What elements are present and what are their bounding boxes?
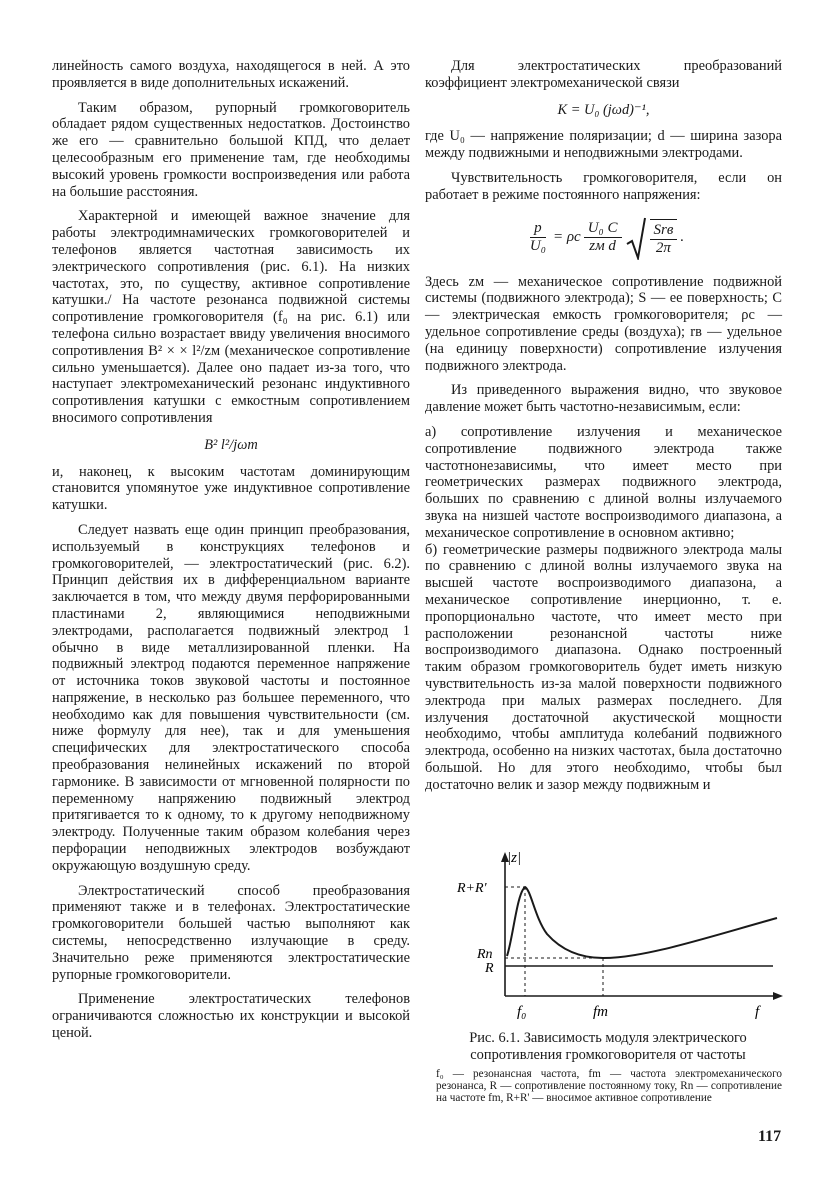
impedance-curve (507, 887, 777, 958)
radical-sign-icon (625, 216, 647, 260)
paragraph: Применение электростатических телефонов ограничиваются сложностью их конструкции и высокой ценой. (52, 991, 410, 1042)
impedance-graph (455, 848, 785, 1028)
paragraph: и, наконец, к высоким частотам доминирующим становится упомянутое уже индуктивное сопротивление катушки. (52, 463, 410, 514)
formula-inline: B² l²/jωm (204, 436, 258, 453)
paragraph: Чувствительность громкоговорителя, если он работает в режиме постоянного напряжения: (425, 169, 782, 203)
label-fm: fm (593, 1004, 608, 1020)
y-axis-label: |z| (507, 850, 522, 866)
square-root (625, 216, 681, 260)
paragraph: Таким образом, рупорный громкоговоритель обладает рядом существенных недостатков. Достоинство же его — сравнительно большой КПД, что делает целесообразным его применение там, где необходимы высокий уровень громкости воспроизведения или работа на большие расстояния. (52, 99, 410, 200)
paragraph: Электростатический способ преобразования применяют также и в телефонах. Электростатические громкоговорители большей частью выполняют как системы, непосредственно излучающие в среду. Значительно реже применяются электростатические рупорные громкоговорители. (52, 882, 410, 983)
label-r: R (485, 961, 494, 976)
formula-coupling: K = U₀ (jωd)⁻¹, (557, 101, 650, 118)
paragraph: Следует назвать еще один принцип преобразования, используемый в конструкциях телефонов и громкоговорителей, — электростатический (рис. 6.2). Принцип действия их в дифференциальном варианте заключается в том, что между двумя перфорированными пластинами 2, являющимися неподвижными электродами, располагается подвижный электрод 1 обычно в виде металлизированной пленки. На подвижный электрод подаются переменное напряжение от источника токов звуковой частоты и постоянное напряжение, в несколько раз большее переменного, что необходимо как для повышения чувствительности (см. ниже формулу для нее), так и для уменьшения специфических для электростатического способа преобразования нелинейных искажений по второй гармонике. В зависимости от мгновенной полярности по переменному напряжению подвижный электрод притягивается то к одному, то к другому неподвижному электроду. Полученные таким образом колебания через перфорации неподвижных электродов возбуждают окружающую воздушную среду. (52, 521, 410, 874)
fraction-denominator: U₀ (529, 238, 546, 255)
fraction-numerator: U₀ C (584, 220, 622, 238)
page-number: 117 (758, 1128, 782, 1145)
fraction-denominator: zм d (589, 238, 616, 255)
fraction-numerator: p (530, 220, 546, 238)
list-item: а) сопротивление излучения и механическое сопротивление подвижного электрода также частотнонезависимы, что имеет место при геометрических размерах подвижного электрода, больших по сравнению с длиной волны излучаемого звука на низшей частоте воспроизводимого диапазона, а механическое сопротивление в основном активно; (425, 423, 782, 541)
label-f0: f₀ (517, 1004, 527, 1020)
paragraph: Характерной и имеющей важное значение для работы электродимнамических громкоговорителей и телефонов является частотная зависимость их электрического сопротивления (рис. 6.1). На низких частотах, это, по существу, активное сопротивление катушки./ На частоте резонанса подвижной системы сопротивление громкоговорителя (f₀ на рис. 6.1) или телефона сильно возрастает ввиду увеличения вносимого сопротивления B² × × l²/zм (механическое сопротивление сильно уменьшается). Далее оно падает из-за того, что наступает электромеханический резонанс индуктивного сопротивления катушки с емкостным сопротивлением вносимого сопротивления (52, 208, 410, 426)
paragraph: линейность самого воздуха, находящегося в ней. А это проявляется в виде дополнительных искажений. (52, 58, 410, 91)
formula-sensitivity (425, 216, 782, 260)
label-peak: R+R' (457, 881, 487, 896)
label-rn: Rn (477, 947, 493, 962)
paragraph: где U₀ — напряжение поляризации; d — ширина зазора между подвижными и неподвижными электродами. (425, 128, 782, 162)
fraction-mid (584, 220, 622, 255)
paragraph: Здесь zм — механическое сопротивление подвижной системы (подвижного электрода); S — ее поверхность; C — электрическая емкость громкоговорителя; ρc — удельное сопротивление среды (воздуха); rв — удельное (на единицу поверхности) сопротивление излучения подвижного электрода. (425, 273, 782, 374)
fraction-radicand (650, 219, 678, 257)
x-axis-arrow-icon (773, 992, 783, 1000)
fraction-denominator: 2π (655, 239, 671, 256)
right-column (425, 58, 782, 793)
left-column (52, 58, 410, 1042)
list-item: б) геометрические размеры подвижного электрода малы по сравнению с длиной волны излучаемого звука на высшей частоте воспроизводимого диапазона, а механическое сопротивление инерционно, т. е. пропорционально частоте, что имеет место при расположении резонансной частоты ниже воспроизводимого диапазона. Однако построенный таким образом громкоговоритель будет иметь низкую чувствительность из-за малой поверхности подвижного электрода при малых размерах последнего. Для излучения достаточной акустической мощности необходимо, чтобы амплитуда колебаний подвижного электрода, особенно на низких частотах, была достаточно большой. Но для этого необходимо, чтобы был достаточно велик и зазор между подвижным и (425, 541, 782, 793)
formula-period: . (680, 229, 685, 246)
figure-legend: f₀ — резонансная частота, fm — частота электромеханического резонанса, R — сопротивление постоянному току, Rn — сопротивление на частоте fm, R+R' — вносимое активное сопротивление (436, 1068, 782, 1105)
label-f: f (755, 1004, 760, 1020)
formula-equals: = ρc (552, 229, 581, 246)
fraction-numerator: Srв (650, 222, 678, 240)
figure-caption: Рис. 6.1. Зависимость модуля электрического сопротивления громкоговорителя от частоты (469, 1030, 747, 1063)
fraction-lhs (526, 220, 550, 255)
paragraph: Из приведенного выражения видно, что звуковое давление может быть частотно-независимым, если: (425, 382, 782, 416)
paragraph: Для электростатических преобразований коэффициент электромеханической связи (425, 58, 782, 91)
